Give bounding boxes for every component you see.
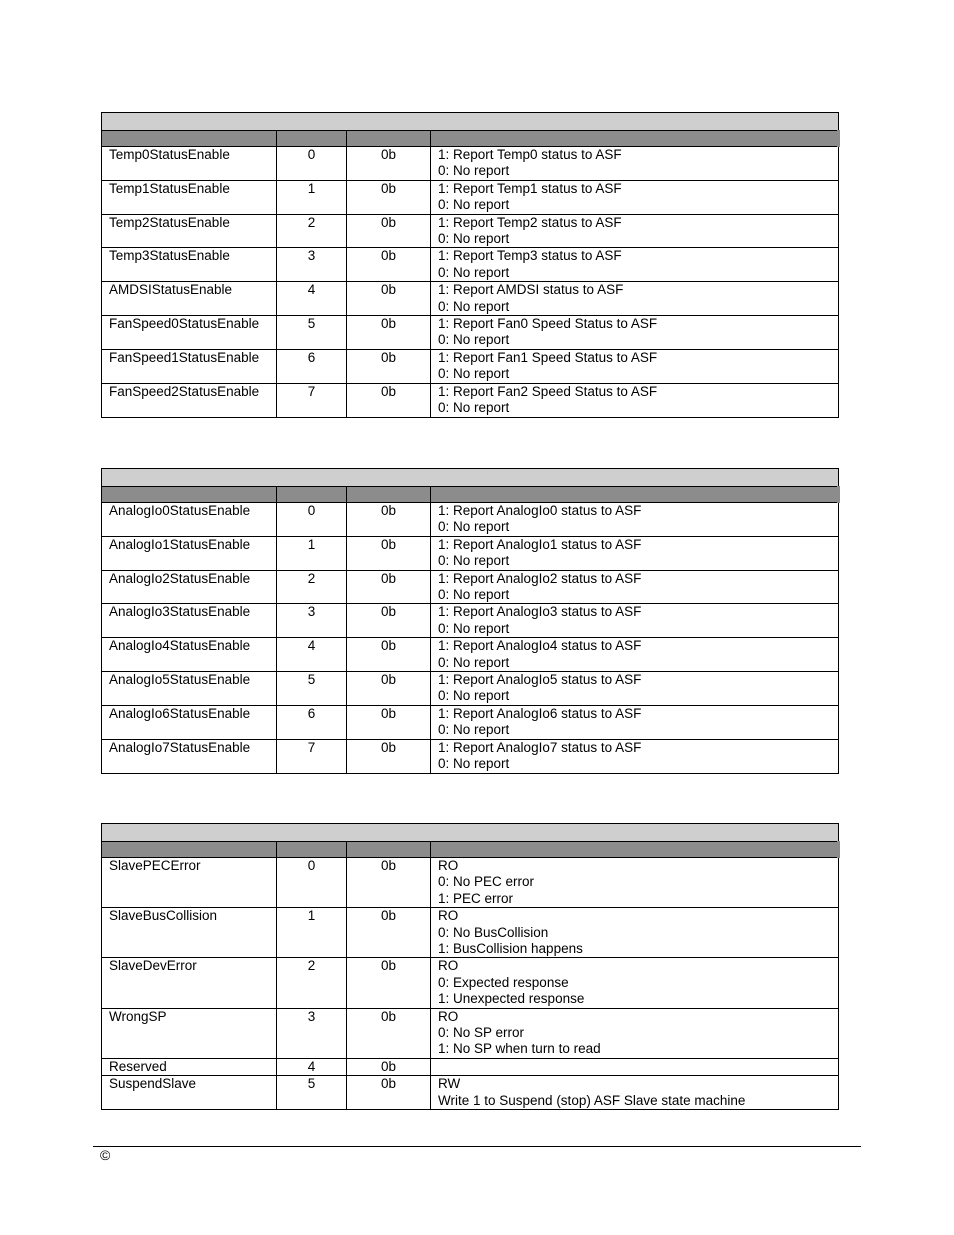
table-row: [102, 1008, 839, 1058]
table-row: [102, 316, 839, 350]
bits-cell: 0: [277, 858, 347, 908]
table-row: [102, 638, 839, 672]
description-line: 0: No report: [438, 654, 510, 670]
description-cell: [431, 739, 839, 773]
description-line: 0: No report: [438, 519, 510, 535]
default-cell: 0b: [347, 248, 431, 282]
default-cell: 0b: [347, 638, 431, 672]
default-cell: 0b: [347, 570, 431, 604]
table-row: [102, 147, 839, 181]
field-name-cell: AMDSIStatusEnable: [102, 282, 277, 316]
table-row: [102, 958, 839, 1008]
description-line: 1: Report AnalogIo7 status to ASF: [438, 739, 642, 755]
table-row: [102, 1058, 839, 1075]
table-row: [102, 739, 839, 773]
description-cell: [431, 705, 839, 739]
table-row: [102, 705, 839, 739]
bits-cell: 5: [277, 1076, 347, 1110]
description-line: 1: Report AnalogIo6 status to ASF: [438, 705, 642, 721]
description-line: 0: No report: [438, 197, 510, 213]
description-line: 1: Report Temp0 status to ASF: [438, 147, 622, 162]
table-row: [102, 503, 839, 537]
description-cell: [431, 1058, 839, 1075]
default-cell: 0b: [347, 739, 431, 773]
table-row: [102, 570, 839, 604]
table-title-bar: [102, 113, 839, 131]
bits-cell: 3: [277, 1008, 347, 1058]
table-row: [102, 383, 839, 417]
description-cell: [431, 672, 839, 706]
table-title-bar: [102, 469, 839, 487]
default-cell: 0b: [347, 383, 431, 417]
description-line: 1: Report AnalogIo2 status to ASF: [438, 570, 642, 586]
description-line: 1: Report Temp1 status to ASF: [438, 180, 622, 196]
description-line: RO: [438, 1008, 459, 1024]
description-line: 0: No report: [438, 332, 510, 348]
default-cell: 0b: [347, 349, 431, 383]
table-row: [102, 672, 839, 706]
default-cell: 0b: [347, 214, 431, 248]
field-name-cell: AnalogIo6StatusEnable: [102, 705, 277, 739]
default-cell: 0b: [347, 282, 431, 316]
default-cell: 0b: [347, 316, 431, 350]
field-name-cell: AnalogIo2StatusEnable: [102, 570, 277, 604]
bits-cell: 7: [277, 739, 347, 773]
bits-cell: 2: [277, 570, 347, 604]
table-header-row: [102, 842, 839, 858]
description-line: RO: [438, 858, 459, 873]
bits-cell: 4: [277, 282, 347, 316]
bits-cell: 1: [277, 180, 347, 214]
bits-cell: 2: [277, 214, 347, 248]
default-cell: 0b: [347, 536, 431, 570]
description-line: 1: Report AnalogIo0 status to ASF: [438, 503, 642, 518]
description-line: 0: No report: [438, 366, 510, 382]
description-line: 0: No report: [438, 231, 510, 247]
description-line: 0: No report: [438, 553, 510, 569]
description-cell: [431, 248, 839, 282]
table-header-row: [102, 487, 839, 503]
description-line: 1: Report AnalogIo3 status to ASF: [438, 604, 642, 620]
table-row: [102, 604, 839, 638]
bits-cell: 1: [277, 536, 347, 570]
default-cell: 0b: [347, 503, 431, 537]
description-line: 0: No SP error: [438, 1025, 525, 1041]
default-cell: 0b: [347, 180, 431, 214]
description-line: 1: Report AMDSI status to ASF: [438, 282, 624, 298]
description-line: 0: Expected response: [438, 974, 569, 990]
table-row: [102, 536, 839, 570]
table-row: [102, 180, 839, 214]
bits-cell: 7: [277, 383, 347, 417]
field-name-cell: AnalogIo3StatusEnable: [102, 604, 277, 638]
description-line: 0: No report: [438, 400, 510, 416]
copyright-symbol: ©: [100, 1147, 111, 1163]
description-line: 1: Report Fan2 Speed Status to ASF: [438, 383, 658, 399]
description-cell: [431, 1076, 839, 1110]
description-line: 1: PEC error: [438, 890, 514, 906]
field-name-cell: SlaveDevError: [102, 958, 277, 1008]
default-cell: 0b: [347, 672, 431, 706]
default-cell: 0b: [347, 1076, 431, 1110]
field-name-cell: AnalogIo1StatusEnable: [102, 536, 277, 570]
table-row: [102, 214, 839, 248]
description-line: RO: [438, 908, 459, 924]
description-line: 0: No report: [438, 688, 510, 704]
description-line: 1: Report AnalogIo1 status to ASF: [438, 536, 642, 552]
table-row: [102, 282, 839, 316]
field-name-cell: Temp1StatusEnable: [102, 180, 277, 214]
default-cell: 0b: [347, 1008, 431, 1058]
description-line: 1: No SP when turn to read: [438, 1041, 601, 1057]
description-line: 0: No PEC error: [438, 874, 535, 890]
field-name-cell: AnalogIo7StatusEnable: [102, 739, 277, 773]
field-name-cell: WrongSP: [102, 1008, 277, 1058]
description-cell: [431, 214, 839, 248]
register-table-temp-fan: [101, 112, 840, 418]
description-line: 0: No BusCollision: [438, 924, 549, 940]
table-row: [102, 908, 839, 958]
table-row: [102, 1076, 839, 1110]
description-cell: [431, 316, 839, 350]
field-name-cell: Reserved: [102, 1058, 277, 1075]
field-name-cell: FanSpeed2StatusEnable: [102, 383, 277, 417]
description-cell: [431, 180, 839, 214]
table-row: [102, 349, 839, 383]
description-cell: [431, 604, 839, 638]
bits-cell: 5: [277, 316, 347, 350]
description-line: 1: Report Temp2 status to ASF: [438, 214, 622, 230]
default-cell: 0b: [347, 705, 431, 739]
field-name-cell: SuspendSlave: [102, 1076, 277, 1110]
bits-cell: 0: [277, 147, 347, 181]
bits-cell: 2: [277, 958, 347, 1008]
description-line: 0: No report: [438, 722, 510, 738]
description-line: 1: Report AnalogIo4 status to ASF: [438, 638, 642, 654]
description-cell: [431, 1008, 839, 1058]
bits-cell: 1: [277, 908, 347, 958]
table-header-row: [102, 131, 839, 147]
register-table-analogio: [101, 468, 840, 774]
description-line: 1: BusCollision happens: [438, 941, 583, 957]
default-cell: 0b: [347, 858, 431, 908]
bits-cell: 3: [277, 604, 347, 638]
field-name-cell: FanSpeed1StatusEnable: [102, 349, 277, 383]
description-line: 1: Unexpected response: [438, 991, 585, 1007]
default-cell: 0b: [347, 958, 431, 1008]
description-line: 1: Report AnalogIo5 status to ASF: [438, 672, 642, 688]
field-name-cell: AnalogIo0StatusEnable: [102, 503, 277, 537]
description-line: 0: No report: [438, 298, 510, 314]
description-cell: [431, 503, 839, 537]
field-name-cell: FanSpeed0StatusEnable: [102, 316, 277, 350]
field-name-cell: AnalogIo4StatusEnable: [102, 638, 277, 672]
description-line: 0: No report: [438, 756, 510, 772]
bits-cell: 0: [277, 503, 347, 537]
description-line: 0: No report: [438, 163, 510, 179]
field-name-cell: Temp0StatusEnable: [102, 147, 277, 181]
bits-cell: 6: [277, 349, 347, 383]
bits-cell: 4: [277, 638, 347, 672]
description-line: 1: Report Temp3 status to ASF: [438, 248, 622, 264]
bits-cell: 3: [277, 248, 347, 282]
description-line: RO: [438, 958, 459, 974]
default-cell: 0b: [347, 908, 431, 958]
default-cell: 0b: [347, 1058, 431, 1075]
bits-cell: 4: [277, 1058, 347, 1075]
footer-rule: [93, 1146, 861, 1147]
description-line: 0: No report: [438, 264, 510, 280]
bits-cell: 5: [277, 672, 347, 706]
default-cell: 0b: [347, 147, 431, 181]
description-cell: [431, 383, 839, 417]
table-row: [102, 858, 839, 908]
description-cell: [431, 570, 839, 604]
register-table-slave-status: [101, 823, 840, 1110]
field-name-cell: Temp2StatusEnable: [102, 214, 277, 248]
description-line: 1: Report Fan1 Speed Status to ASF: [438, 349, 658, 365]
description-cell: [431, 908, 839, 958]
description-cell: [431, 958, 839, 1008]
field-name-cell: SlaveBusCollision: [102, 908, 277, 958]
field-name-cell: SlavePECError: [102, 858, 277, 908]
bits-cell: 6: [277, 705, 347, 739]
description-cell: [431, 536, 839, 570]
field-name-cell: AnalogIo5StatusEnable: [102, 672, 277, 706]
field-name-cell: Temp3StatusEnable: [102, 248, 277, 282]
description-cell: [431, 147, 839, 181]
description-cell: [431, 858, 839, 908]
description-cell: [431, 638, 839, 672]
table-title-bar: [102, 824, 839, 842]
description-cell: [431, 349, 839, 383]
description-line: 0: No report: [438, 587, 510, 603]
table-row: [102, 248, 839, 282]
description-line: 1: Report Fan0 Speed Status to ASF: [438, 316, 658, 332]
default-cell: 0b: [347, 604, 431, 638]
description-line: 0: No report: [438, 620, 510, 636]
description-line: RW: [438, 1076, 461, 1092]
description-line: Write 1 to Suspend (stop) ASF Slave state machine: [438, 1092, 746, 1108]
description-cell: [431, 282, 839, 316]
